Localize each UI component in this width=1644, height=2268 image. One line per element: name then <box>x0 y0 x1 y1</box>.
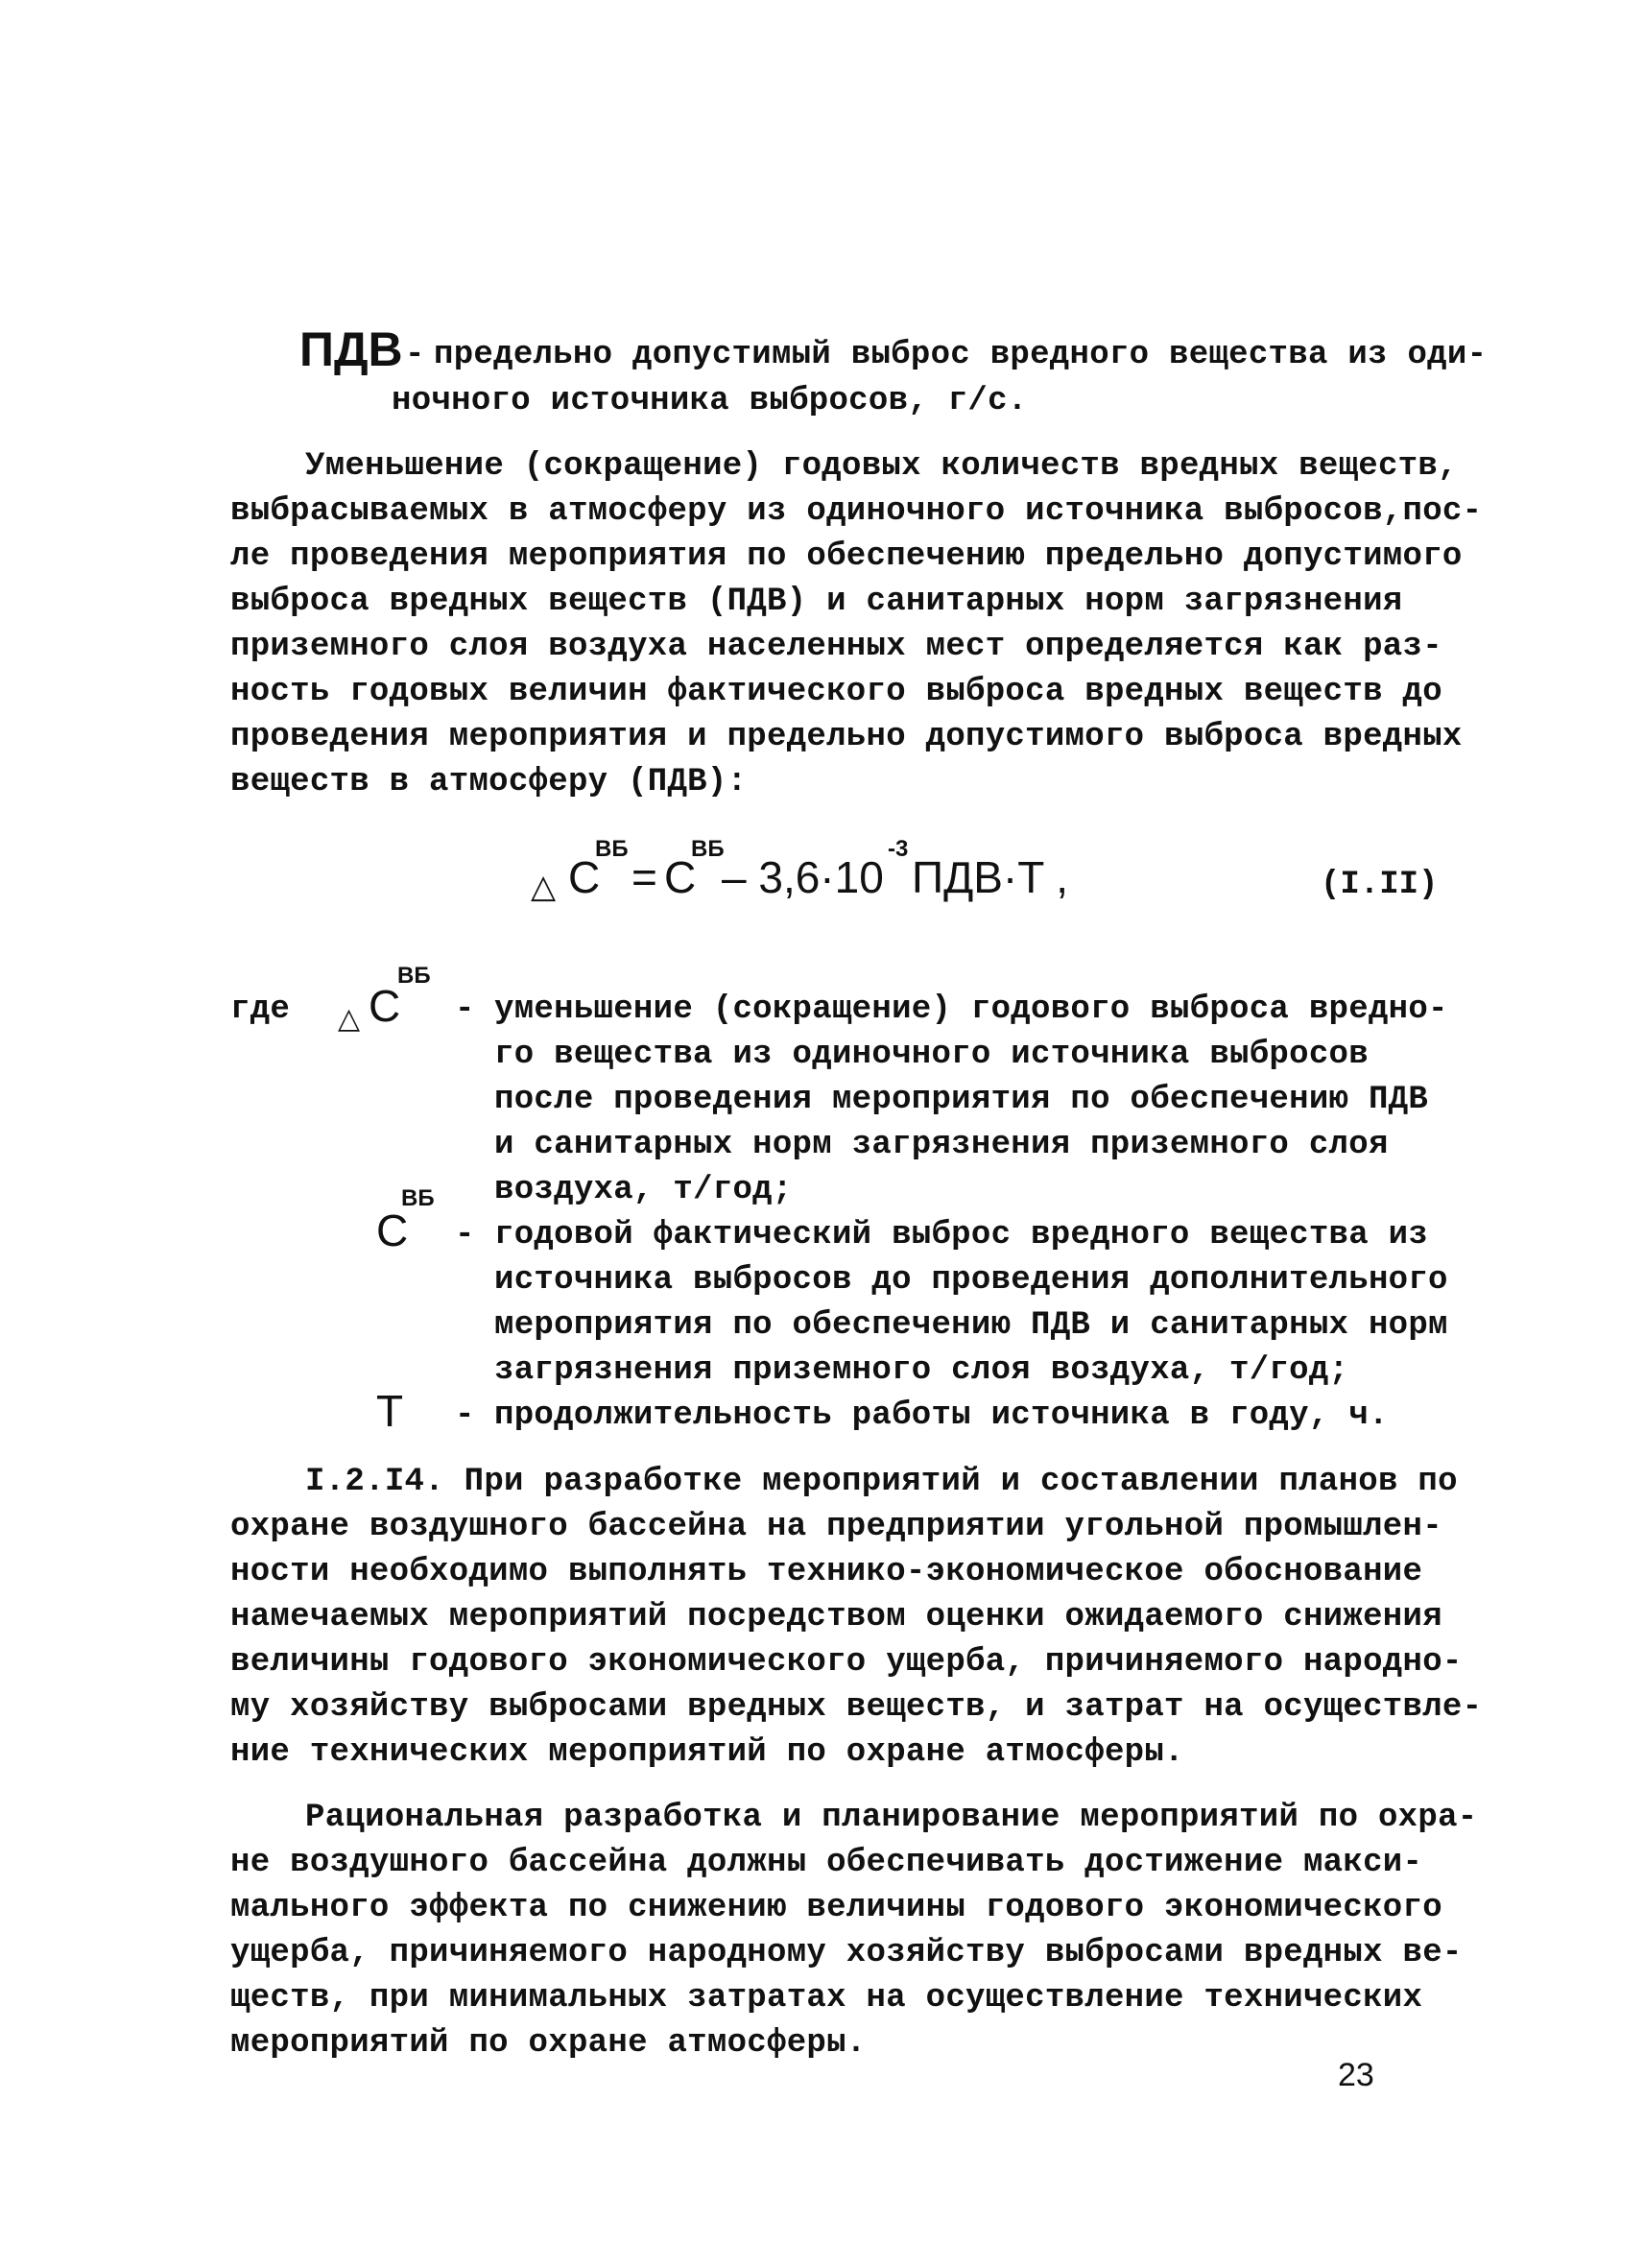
pdv-definition-line-1: предельно допустимый выброс вредного вещества из оди- <box>434 337 1488 373</box>
para3-line: ущерба, причиняемого народному хозяйству выбросами вредных ве- <box>230 1935 1463 1971</box>
term2-line: мероприятия по обеспечению ПДВ и санитарных норм <box>494 1307 1448 1344</box>
page-number: 23 <box>1338 2057 1374 2093</box>
para1-line: выброса вредных веществ (ПДВ) и санитарных норм загрязнения <box>230 584 1403 620</box>
term3-line: продолжительность работы источника в году, ч. <box>494 1397 1389 1434</box>
term1-line: уменьшение (сокращение) годового выброса вредно- <box>494 991 1448 1028</box>
para1-line: приземного слоя воздуха населенных мест определяется как раз- <box>230 629 1442 665</box>
formula-coefficient: – 3,6·10 <box>722 852 884 902</box>
term2-line: загрязнения приземного слоя воздуха, т/год; <box>494 1352 1349 1389</box>
para2-line: охране воздушного бассейна на предприятии угольной промышлен- <box>230 1509 1442 1545</box>
formula-lhs-superscript: ВБ <box>595 836 629 862</box>
para2-line: му хозяйству выбросами вредных веществ, и затрат на осуществле- <box>230 1689 1483 1726</box>
para2-line: намечаемых мероприятий посредством оценки ожидаемого снижения <box>230 1599 1442 1635</box>
pdv-definition-line-2: ночного источника выбросов, г/с. <box>392 383 1028 419</box>
term2-symbol: C <box>376 1206 409 1255</box>
para3-line: ществ, при минимальных затратах на осуществление технических <box>230 1980 1423 2017</box>
para1-line: Уменьшение (сокращение) годовых количеств вредных веществ, <box>305 448 1458 485</box>
term3-symbol: T <box>376 1386 404 1436</box>
term2-line: годовой фактический выброс вредного вещества из <box>494 1217 1429 1253</box>
term1-superscript: ВБ <box>397 963 431 989</box>
formula-c: C <box>664 852 697 902</box>
term1-line: воздуха, т/год; <box>494 1172 793 1208</box>
term1-symbol: C <box>369 981 401 1031</box>
where-label: где <box>230 991 291 1028</box>
para1-line: проведения мероприятия и предельно допустимого выброса вредных <box>230 719 1463 755</box>
delta-symbol: △ <box>531 869 557 905</box>
para1-line: выбрасываемых в атмосферу из одиночного источника выбросов,пос- <box>230 493 1483 530</box>
para3-line: не воздушного бассейна должны обеспечивать достижение макси- <box>230 1845 1423 1881</box>
para2-line: величины годового экономического ущерба, причиняемого народно- <box>230 1644 1463 1681</box>
term3-dash: - <box>455 1397 475 1434</box>
delta-symbol: △ <box>338 1003 361 1035</box>
term1-line: после проведения мероприятия по обеспечению ПДВ <box>494 1082 1429 1118</box>
formula-c-superscript: ВБ <box>691 836 725 862</box>
formula-lhs: C <box>568 852 601 902</box>
formula-tail: ПДВ·T , <box>912 852 1069 902</box>
term2-dash: - <box>455 1217 475 1253</box>
pdv-symbol: ПДВ <box>299 322 403 376</box>
term1-line: и санитарных норм загрязнения приземного слоя <box>494 1127 1389 1163</box>
para1-line: ность годовых величин фактического выброса вредных веществ до <box>230 674 1442 710</box>
term1-dash: - <box>455 991 475 1028</box>
formula-exponent: -3 <box>888 836 909 862</box>
term1-line: го вещества из одиночного источника выбросов <box>494 1037 1369 1073</box>
para2-line: ности необходимо выполнять технико-экономическое обоснование <box>230 1554 1423 1590</box>
para3-line: мероприятий по охране атмосферы. <box>230 2025 867 2062</box>
para3-line: Рациональная разработка и планирование мероприятий по охра- <box>305 1800 1478 1836</box>
para1-line: ле проведения мероприятия по обеспечению предельно допустимого <box>230 538 1463 575</box>
term2-superscript: ВБ <box>401 1185 435 1211</box>
term2-line: источника выбросов до проведения дополнительного <box>494 1262 1448 1299</box>
para1-line: веществ в атмосферу (ПДВ): <box>230 764 748 800</box>
para3-line: мального эффекта по снижению величины годового экономического <box>230 1890 1442 1926</box>
para2-line: ние технических мероприятий по охране атмосферы. <box>230 1734 1184 1771</box>
pdv-dash: - <box>405 337 425 373</box>
para2-line: I.2.I4. При разработке мероприятий и составлении планов по <box>305 1464 1458 1500</box>
equation-number: (I.II) <box>1321 867 1439 903</box>
formula-equals: = <box>631 852 657 902</box>
